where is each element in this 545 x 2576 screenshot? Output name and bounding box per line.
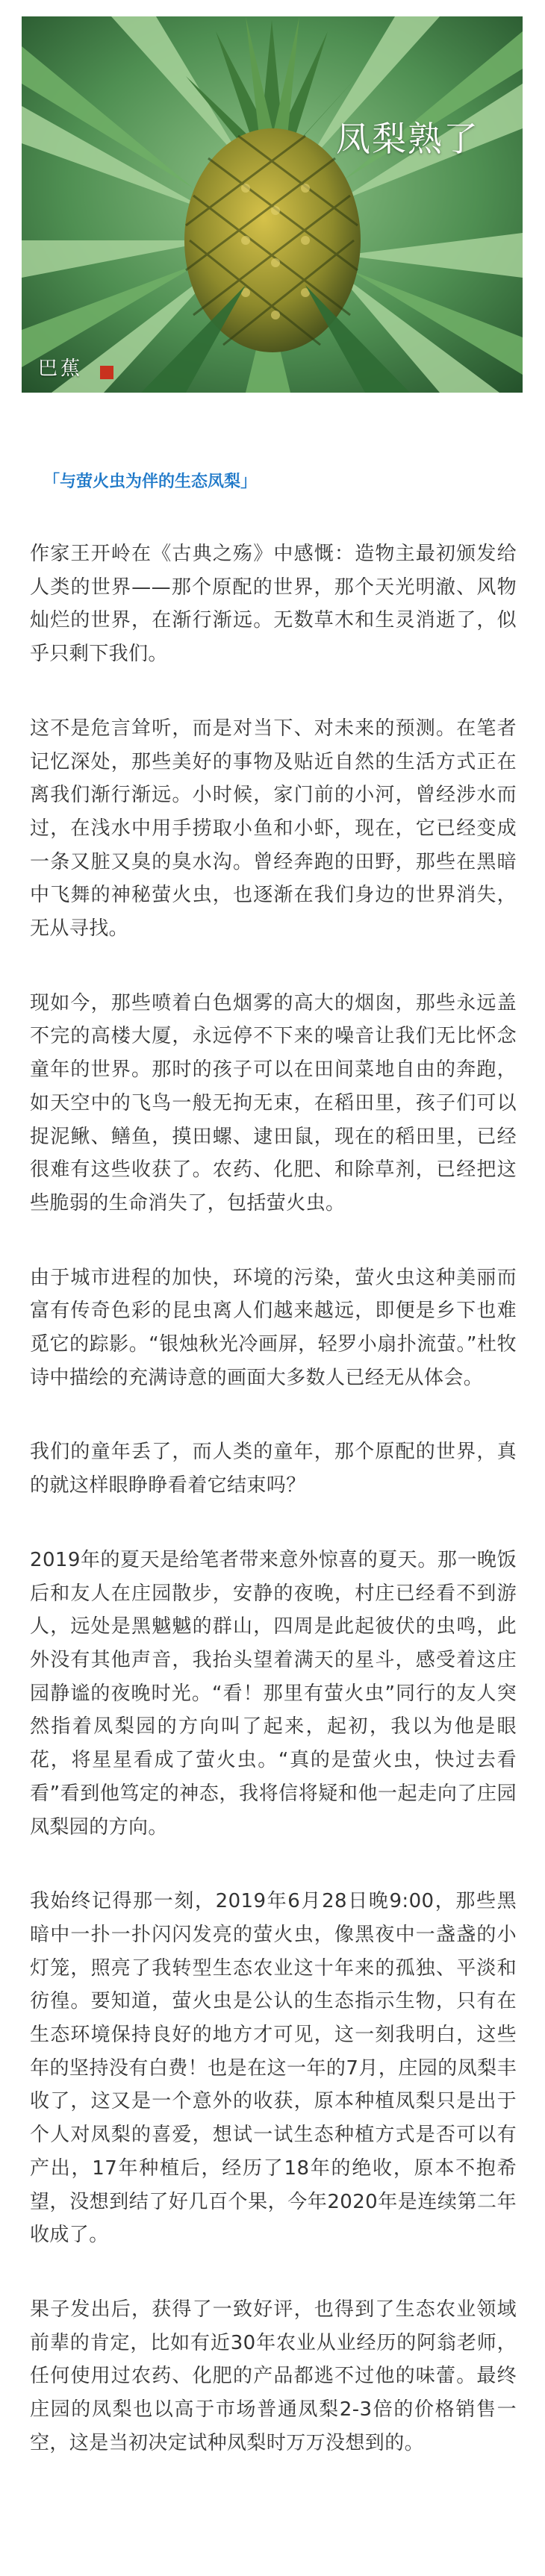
paragraph: 我们的童年丢了，而人类的童年，那个原配的世界，真的就这样眼睁睁看着它结束吗？ bbox=[30, 1441, 517, 1497]
paragraph: 果子发出后，获得了一致好评，也得到了生态农业领域前辈的肯定，比如有近30年农业从业经历的阿翁老师，任何使用过农药、化肥的产品都逃不过他的味蕾。最终庄园的凤梨也以高于市场普通凤梨2-3倍的价格销售一空，这是当初决定试种凤梨时万万没想到的。 bbox=[30, 2298, 517, 2454]
pineapple-illustration bbox=[22, 16, 523, 393]
paragraph: 现如今，那些喷着白色烟雾的高大的烟囱，那些永远盖不完的高楼大厦，永远停不下来的噪音让我们无比怀念童年的世界。那时的孩子可以在田间菜地自由的奔跑，如天空中的飞鸟一般无拘无束，在稻田里，孩子们可以捉泥鳅、鳝鱼，摸田螺、逮田鼠，现在的稻田里，已经很难有这些收获了。农药、化肥、和除草剂，已经把这些脆弱的生命消失了，包括萤火虫。 bbox=[30, 991, 517, 1214]
paragraph: 我始终记得那一刻，2019年6月28日晚9:00，那些黑暗中一扑一扑闪闪发亮的萤火虫，像黑夜中一盏盏的小灯笼，照亮了我转型生态农业这十年来的孤独、平淡和彷徨。要知道，萤火虫是公认的生态指示生物，只有在生态环境保持良好的地方才可见，这一刻我明白，这些年的坚持没有白费！也是在这一年的7月，庄园的凤梨丰收了，这又是一个意外的收获，原本种植凤梨只是出于个人对凤梨的喜爱，想试一试生态种植方式是否可以有产出，17年种植后，经历了18年的绝收，原本不抱希望，没想到结了好几百个果，今年2020年是连续第二年收成了。 bbox=[30, 1890, 517, 2247]
paragraph: 这不是危言耸听，而是对当下、对未来的预测。在笔者记忆深处，那些美好的事物及贴近自然的生活方式正在离我们渐行渐远。小时候，家门前的小河，曾经涉水而过，在浅水中用手捞取小鱼和小虾，现在，它已经变成一条又脏又臭的臭水沟。曾经奔跑的田野，那些在黑暗中飞舞的神秘萤火虫，也逐渐在我们身边的世界消失，无从寻找。 bbox=[30, 717, 517, 941]
article-body bbox=[30, 537, 517, 2501]
article-heading: 「与萤火虫为伴的生态凤梨」 bbox=[43, 473, 258, 491]
red-seal-stamp bbox=[100, 366, 113, 379]
paragraph: 2019年的夏天是给笔者带来意外惊喜的夏天。那一晚饭后和友人在庄园散步，安静的夜晚，村庄已经看不到游人，远处是黑魆魆的群山，四周是此起彼伏的虫鸣，此外没有其他声音，我抬头望着满天的星斗，感受着这庄园静谧的夜晚时光。“看！那里有萤火虫”同行的友人突然指着凤梨园的方向叫了起来，起初，我以为他是眼花，将星星看成了萤火虫。“真的是萤火虫，快过去看看”看到他笃定的神态，我将信将疑和他一起走向了庄园凤梨园的方向。 bbox=[30, 1548, 517, 1839]
paragraph: 由于城市进程的加快，环境的污染，萤火虫这种美丽而富有传奇色彩的昆虫离人们越来越远，即便是乡下也难觅它的踪影。“银烛秋光冷画屏，轻罗小扇扑流萤。”杜牧诗中描绘的充满诗意的画面大多数人已经无从体会。 bbox=[30, 1266, 517, 1389]
brand-logo: 凤梨熟了 bbox=[336, 119, 479, 159]
paragraph: 作家王开岭在《古典之殇》中感慨：造物主最初颁发给人类的世界——那个原配的世界，那个天光明澈、风物灿烂的世界，在渐行渐远。无数草木和生灵消逝了，似乎只剩下我们。 bbox=[30, 543, 517, 666]
hero-image bbox=[22, 16, 523, 393]
artist-signature: 巴蕉 bbox=[38, 358, 84, 380]
